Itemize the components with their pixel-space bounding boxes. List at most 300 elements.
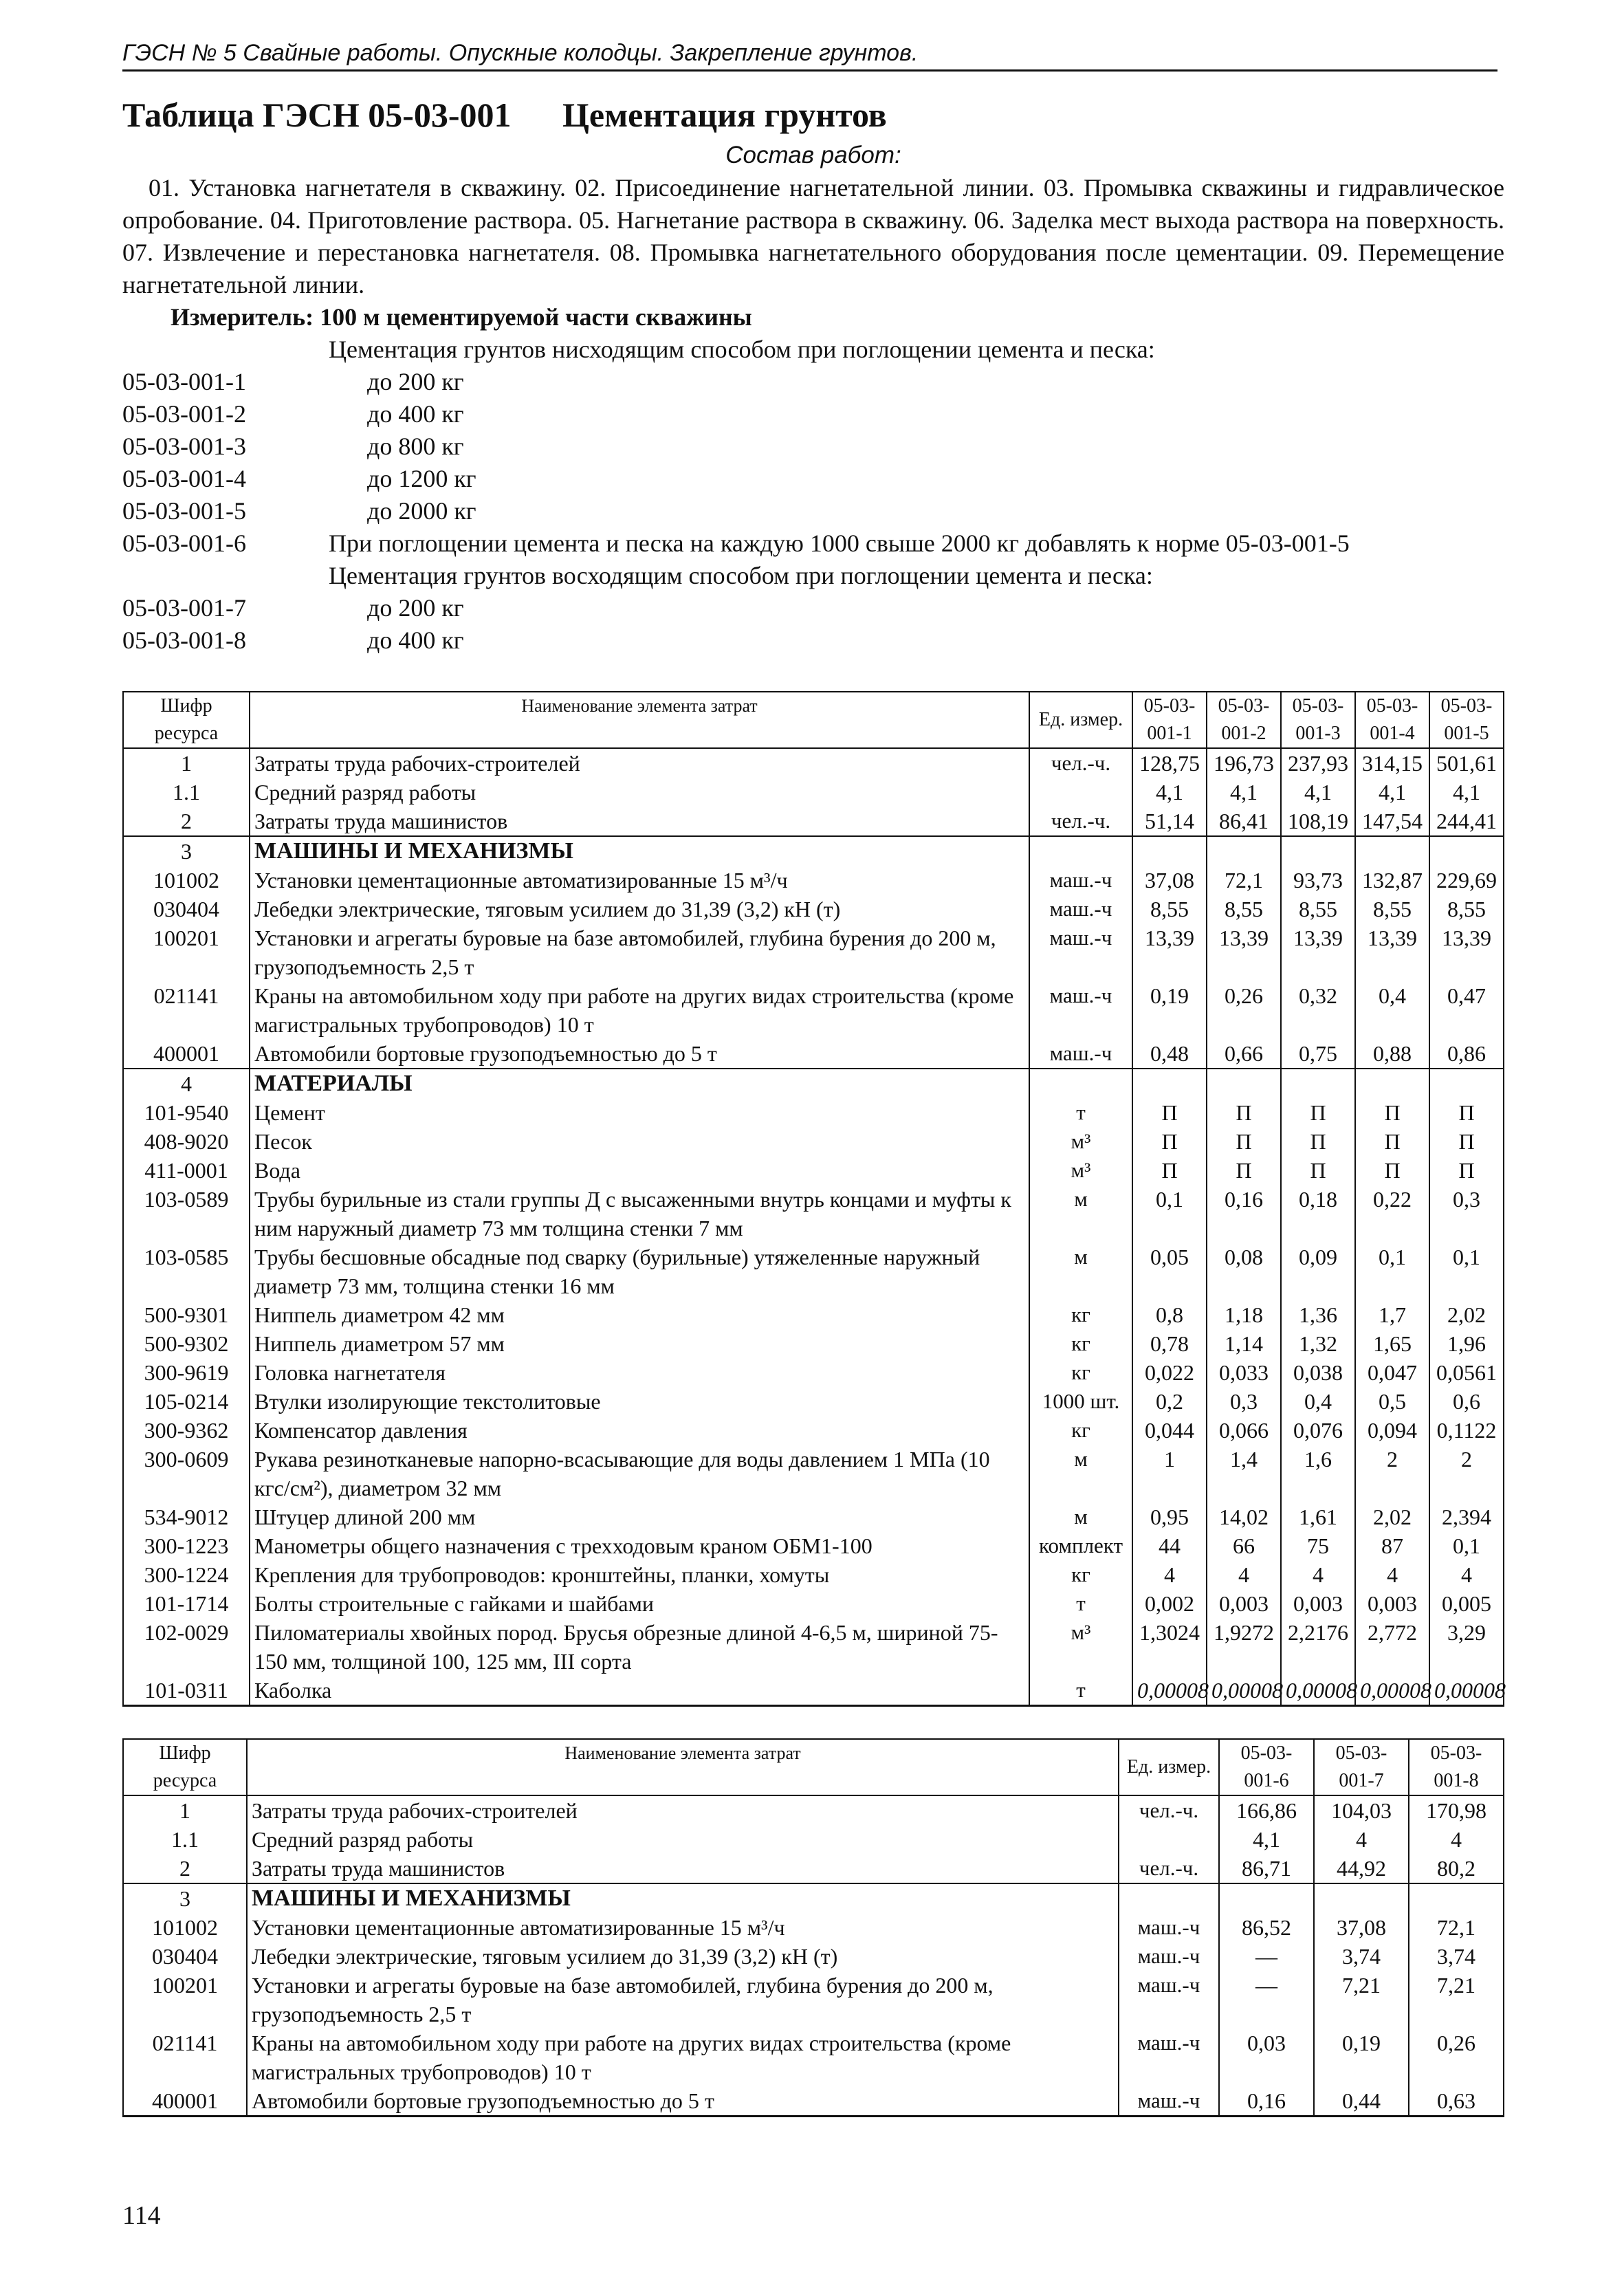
value-cell: 51,14: [1132, 807, 1207, 836]
table-row: [123, 895, 1504, 923]
value-cell: 3,74: [1409, 1942, 1504, 1971]
value-cell: 2: [1355, 1445, 1429, 1502]
resource-code: 300-9362: [123, 1416, 250, 1445]
unit-cell: м³: [1029, 1618, 1132, 1676]
value-cell: 196,73: [1207, 748, 1281, 778]
value-cell: 1,7: [1355, 1300, 1429, 1329]
unit-cell: кг: [1029, 1329, 1132, 1358]
cost-element-name: Затраты труда рабочих-строителей: [250, 748, 1029, 778]
unit-cell: [1029, 778, 1132, 807]
header-col: 05-03-001-5: [1429, 692, 1504, 748]
cost-element-name: Краны на автомобильном ходу при работе на других видах строительства (кроме магистральных трубопроводов) 10 т: [247, 2029, 1119, 2086]
resource-code: 101-1714: [123, 1589, 250, 1618]
table-section-row: [123, 1069, 1504, 1098]
unit-cell: м: [1029, 1445, 1132, 1502]
norm-code: 05-03-001-7: [122, 594, 246, 622]
norm-description: до 2000 кг: [367, 497, 476, 525]
resource-code: 030404: [123, 895, 250, 923]
norm-description: до 200 кг: [367, 594, 464, 622]
value-cell: 13,39: [1281, 923, 1355, 981]
cost-element-name: Песок: [250, 1127, 1029, 1156]
cost-element-name: Рукава резинотканевые напорно-всасывающие для воды давлением 1 МПа (10 кгс/см²), диаметром 32 мм: [250, 1445, 1029, 1502]
cost-element-name: Краны на автомобильном ходу при работе на других видах строительства (кроме магистральных трубопроводов) 10 т: [250, 981, 1029, 1039]
value-cell: П: [1429, 1098, 1504, 1127]
value-cell: 0,08: [1207, 1243, 1281, 1300]
cost-element-name: Пиломатериалы хвойных пород. Брусья обрезные длиной 4-6,5 м, шириной 75-150 мм, толщиной 100, 125 мм, III сорта: [250, 1618, 1029, 1676]
value-cell: 0,002: [1132, 1589, 1207, 1618]
unit-cell: чел.-ч.: [1029, 807, 1132, 836]
resource-code: 1: [123, 748, 250, 778]
value-cell: 86,41: [1207, 807, 1281, 836]
cost-element-name: Установки цементационные автоматизированные 15 м³/ч: [247, 1913, 1119, 1942]
value-cell: 104,03: [1314, 1795, 1409, 1825]
value-cell: 0,066: [1207, 1416, 1281, 1445]
value-cell: [1429, 836, 1504, 866]
value-cell: 0,076: [1281, 1416, 1355, 1445]
value-cell: 4: [1281, 1560, 1355, 1589]
value-cell: [1219, 1883, 1314, 1913]
resource-code: 101-0311: [123, 1676, 250, 1706]
header-col: 05-03-001-6: [1219, 1739, 1314, 1795]
unit-cell: маш.-ч: [1119, 1971, 1219, 2029]
value-cell: 0,1: [1132, 1185, 1207, 1243]
value-cell: 4,1: [1429, 778, 1504, 807]
norm-code-line: [122, 398, 1504, 430]
header-unit: Ед. измер.: [1029, 692, 1132, 748]
header-col: 05-03-001-8: [1409, 1739, 1504, 1795]
value-cell: 237,93: [1281, 748, 1355, 778]
value-cell: 8,55: [1132, 895, 1207, 923]
value-cell: 0,1: [1429, 1243, 1504, 1300]
resource-code: 103-0589: [123, 1185, 250, 1243]
value-cell: 37,08: [1132, 866, 1207, 895]
value-cell: 0,44: [1314, 2086, 1409, 2117]
value-cell: 2,772: [1355, 1618, 1429, 1676]
unit-cell: кг: [1029, 1358, 1132, 1387]
value-cell: 4: [1429, 1560, 1504, 1589]
value-cell: 4: [1132, 1560, 1207, 1589]
value-cell: 13,39: [1429, 923, 1504, 981]
unit-cell: 1000 шт.: [1029, 1387, 1132, 1416]
cost-element-name: Компенсатор давления: [250, 1416, 1029, 1445]
value-cell: 44,92: [1314, 1854, 1409, 1883]
value-cell: 0,95: [1132, 1502, 1207, 1531]
value-cell: 72,1: [1409, 1913, 1504, 1942]
resource-code: 105-0214: [123, 1387, 250, 1416]
resource-table-2: [122, 1738, 1504, 2117]
value-cell: 7,21: [1314, 1971, 1409, 2029]
norm-description: до 400 кг: [367, 626, 464, 654]
value-cell: 0,094: [1355, 1416, 1429, 1445]
value-cell: 0,3: [1429, 1185, 1504, 1243]
value-cell: 132,87: [1355, 866, 1429, 895]
value-cell: —: [1219, 1942, 1314, 1971]
value-cell: 2,2176: [1281, 1618, 1355, 1676]
value-cell: П: [1207, 1098, 1281, 1127]
cost-element-name: Штуцер длиной 200 мм: [250, 1502, 1029, 1531]
value-cell: 0,03: [1219, 2029, 1314, 2086]
unit-cell: т: [1029, 1676, 1132, 1706]
value-cell: 8,55: [1429, 895, 1504, 923]
value-cell: 1,36: [1281, 1300, 1355, 1329]
norm-code: 05-03-001-8: [122, 626, 246, 654]
value-cell: 72,1: [1207, 866, 1281, 895]
resource-code: 300-9619: [123, 1358, 250, 1387]
value-cell: П: [1355, 1098, 1429, 1127]
measure-unit: Измеритель: 100 м цементируемой части скважины: [171, 303, 752, 331]
value-cell: 0,00008: [1207, 1676, 1281, 1706]
norm-description: до 200 кг: [367, 368, 464, 395]
value-cell: 0,003: [1281, 1589, 1355, 1618]
value-cell: 0,0561: [1429, 1358, 1504, 1387]
header-col: 05-03-001-7: [1314, 1739, 1409, 1795]
value-cell: 4,1: [1355, 778, 1429, 807]
resource-code: 500-9301: [123, 1300, 250, 1329]
value-cell: 0,044: [1132, 1416, 1207, 1445]
running-header: ГЭСН № 5 Свайные работы. Опускные колодцы. Закрепление грунтов.: [122, 40, 1497, 72]
value-cell: П: [1281, 1127, 1355, 1156]
value-cell: 1,14: [1207, 1329, 1281, 1358]
resource-code: 102-0029: [123, 1618, 250, 1676]
value-cell: 0,5: [1355, 1387, 1429, 1416]
value-cell: 4: [1314, 1825, 1409, 1854]
value-cell: 147,54: [1355, 807, 1429, 836]
value-cell: 314,15: [1355, 748, 1429, 778]
unit-cell: маш.-ч: [1119, 1913, 1219, 1942]
value-cell: 4,1: [1207, 778, 1281, 807]
table-row: [123, 1300, 1504, 1329]
value-cell: [1207, 1069, 1281, 1098]
value-cell: 0,1: [1429, 1531, 1504, 1560]
cost-element-name: Затраты труда рабочих-строителей: [247, 1795, 1119, 1825]
unit-cell: комплект: [1029, 1531, 1132, 1560]
document-page: [122, 40, 1504, 2117]
value-cell: 0,22: [1355, 1185, 1429, 1243]
table-section-row: [123, 836, 1504, 866]
value-cell: 0,19: [1314, 2029, 1409, 2086]
table-row: [123, 1589, 1504, 1618]
cost-element-name: Вода: [250, 1156, 1029, 1185]
value-cell: 14,02: [1207, 1502, 1281, 1531]
value-cell: 0,26: [1409, 2029, 1504, 2086]
value-cell: 2,02: [1355, 1502, 1429, 1531]
norm-code-list: [122, 334, 1504, 657]
resource-code: 1: [123, 1795, 247, 1825]
unit-cell: маш.-ч: [1029, 1039, 1132, 1069]
value-cell: 66: [1207, 1531, 1281, 1560]
value-cell: [1132, 1069, 1207, 1098]
table-row: [123, 1329, 1504, 1358]
cost-element-name: Крепления для трубопроводов: кронштейны, планки, хомуты: [250, 1560, 1029, 1589]
unit-cell: [1029, 1069, 1132, 1098]
value-cell: 1,96: [1429, 1329, 1504, 1358]
table-row: [123, 1387, 1504, 1416]
norm-code: 05-03-001-2: [122, 400, 246, 428]
resource-code: 400001: [123, 2086, 247, 2117]
value-cell: 37,08: [1314, 1913, 1409, 1942]
header-code: Шифр ресурса: [123, 1739, 247, 1795]
unit-cell: маш.-ч: [1029, 866, 1132, 895]
cost-element-name: Установки и агрегаты буровые на базе автомобилей, глубина бурения до 200 м, грузоподъемность 2,5 т: [247, 1971, 1119, 2029]
unit-cell: маш.-ч: [1029, 923, 1132, 981]
table-row: [123, 1618, 1504, 1676]
resource-code: 4: [123, 1069, 250, 1098]
table-row: [123, 1502, 1504, 1531]
value-cell: 0,78: [1132, 1329, 1207, 1358]
unit-cell: маш.-ч: [1119, 1942, 1219, 1971]
value-cell: 1,4: [1207, 1445, 1281, 1502]
header-col: 05-03-001-4: [1355, 692, 1429, 748]
value-cell: 0,4: [1355, 981, 1429, 1039]
cost-element-name: МАТЕРИАЛЫ: [250, 1069, 1029, 1098]
resource-code: 408-9020: [123, 1127, 250, 1156]
value-cell: 1,65: [1355, 1329, 1429, 1358]
table-row: [123, 778, 1504, 807]
value-cell: 0,005: [1429, 1589, 1504, 1618]
table-row: [123, 1185, 1504, 1243]
unit-cell: м: [1029, 1185, 1132, 1243]
value-cell: 4: [1409, 1825, 1504, 1854]
unit-cell: кг: [1029, 1300, 1132, 1329]
value-cell: [1429, 1069, 1504, 1098]
value-cell: 86,52: [1219, 1913, 1314, 1942]
norm-code: 05-03-001-1: [122, 368, 246, 395]
cost-element-name: Каболка: [250, 1676, 1029, 1706]
cost-element-name: Манометры общего назначения с трехходовым краном ОБМ1-100: [250, 1531, 1029, 1560]
norm-code-line: [122, 624, 1504, 657]
table-header-row: [123, 1739, 1504, 1795]
resource-code: 101002: [123, 1913, 247, 1942]
value-cell: 13,39: [1355, 923, 1429, 981]
value-cell: 3,29: [1429, 1618, 1504, 1676]
value-cell: 0,48: [1132, 1039, 1207, 1069]
table-row: [123, 1971, 1504, 2029]
value-cell: 229,69: [1429, 866, 1504, 895]
unit-cell: м: [1029, 1243, 1132, 1300]
cost-element-name: Втулки изолирующие текстолитовые: [250, 1387, 1029, 1416]
composition-text: 01. Установка нагнетателя в скважину. 02. Присоединение нагнетательной линии. 03. Промывка скважины и гидравлическое опробование. 04. Приготовление раствора. 05. Нагнетание раствора в скважину. 06. Заделка мест выхода раствора на поверхность. 07. Извлечение и перестановка нагнетателя. 08. Промывка нагнетательного оборудования после цементации. 09. Перемещение нагнетательной линии.: [122, 174, 1504, 298]
value-cell: 0,6: [1429, 1387, 1504, 1416]
norm-description: до 400 кг: [367, 400, 464, 428]
value-cell: 0,32: [1281, 981, 1355, 1039]
value-cell: 4,1: [1132, 778, 1207, 807]
cost-element-name: Ниппель диаметром 57 мм: [250, 1329, 1029, 1358]
cost-element-name: Трубы бесшовные обсадные под сварку (бурильные) утяжеленные наружный диаметр 73 мм, толщина стенки 16 мм: [250, 1243, 1029, 1300]
cost-element-name: Затраты труда машинистов: [247, 1854, 1119, 1883]
value-cell: 0,05: [1132, 1243, 1207, 1300]
value-cell: 1,9272: [1207, 1618, 1281, 1676]
norm-description: до 1200 кг: [367, 465, 476, 492]
value-cell: 8,55: [1281, 895, 1355, 923]
resource-code: 030404: [123, 1942, 247, 1971]
value-cell: 0,86: [1429, 1039, 1504, 1069]
value-cell: 2: [1429, 1445, 1504, 1502]
cost-element-name: Ниппель диаметром 42 мм: [250, 1300, 1029, 1329]
value-cell: 4,1: [1219, 1825, 1314, 1854]
table-row: [123, 1098, 1504, 1127]
value-cell: 0,1: [1355, 1243, 1429, 1300]
value-cell: 1,6: [1281, 1445, 1355, 1502]
value-cell: 8,55: [1207, 895, 1281, 923]
table-section-row: [123, 1883, 1504, 1913]
value-cell: 0,4: [1281, 1387, 1355, 1416]
header-col: 05-03-001-3: [1281, 692, 1355, 748]
value-cell: 166,86: [1219, 1795, 1314, 1825]
table-row: [123, 1942, 1504, 1971]
value-cell: [1207, 836, 1281, 866]
norm-code-line: [122, 527, 1504, 560]
value-cell: 4: [1355, 1560, 1429, 1589]
resource-code: 3: [123, 836, 250, 866]
value-cell: 128,75: [1132, 748, 1207, 778]
value-cell: 2,394: [1429, 1502, 1504, 1531]
resource-code: 021141: [123, 2029, 247, 2086]
value-cell: 0,66: [1207, 1039, 1281, 1069]
unit-cell: кг: [1029, 1416, 1132, 1445]
norm-code-line: [122, 495, 1504, 527]
value-cell: 13,39: [1132, 923, 1207, 981]
norm-code-line: [122, 592, 1504, 624]
unit-cell: м: [1029, 1502, 1132, 1531]
value-cell: 0,75: [1281, 1039, 1355, 1069]
value-cell: 0,63: [1409, 2086, 1504, 2117]
value-cell: 0,00008: [1132, 1676, 1207, 1706]
table-row: [123, 866, 1504, 895]
value-cell: П: [1355, 1156, 1429, 1185]
value-cell: П: [1132, 1127, 1207, 1156]
page-number: 114: [122, 2201, 161, 2230]
table-row: [123, 1358, 1504, 1387]
value-cell: 80,2: [1409, 1854, 1504, 1883]
value-cell: 4: [1207, 1560, 1281, 1589]
unit-cell: [1029, 836, 1132, 866]
unit-cell: м³: [1029, 1156, 1132, 1185]
header-code: Шифр ресурса: [123, 692, 250, 748]
table-row: [123, 1795, 1504, 1825]
norm-code: 05-03-001-4: [122, 465, 246, 492]
value-cell: П: [1429, 1127, 1504, 1156]
cost-element-name: Головка нагнетателя: [250, 1358, 1029, 1387]
resource-code: 411-0001: [123, 1156, 250, 1185]
resource-code: 534-9012: [123, 1502, 250, 1531]
value-cell: 0,47: [1429, 981, 1504, 1039]
cost-element-name: МАШИНЫ И МЕХАНИЗМЫ: [250, 836, 1029, 866]
resource-code: 300-1224: [123, 1560, 250, 1589]
norm-description: При поглощении цемента и песка на каждую 1000 свыше 2000 кг добавлять к норме 05-03-001-5: [329, 529, 1350, 557]
value-cell: 1,18: [1207, 1300, 1281, 1329]
value-cell: 86,71: [1219, 1854, 1314, 1883]
value-cell: 0,003: [1355, 1589, 1429, 1618]
table-row: [123, 1676, 1504, 1706]
value-cell: 87: [1355, 1531, 1429, 1560]
unit-cell: [1119, 1825, 1219, 1854]
header-name: Наименование элемента затрат: [247, 1739, 1119, 1795]
table-row: [123, 981, 1504, 1039]
unit-cell: [1119, 1883, 1219, 1913]
value-cell: П: [1207, 1127, 1281, 1156]
value-cell: 0,2: [1132, 1387, 1207, 1416]
table-row: [123, 748, 1504, 778]
table-row: [123, 2029, 1504, 2086]
value-cell: 0,18: [1281, 1185, 1355, 1243]
unit-cell: маш.-ч: [1029, 895, 1132, 923]
resource-code: 103-0585: [123, 1243, 250, 1300]
cost-element-name: Автомобили бортовые грузоподъемностью до 5 т: [247, 2086, 1119, 2117]
value-cell: П: [1355, 1127, 1429, 1156]
value-cell: 1,3024: [1132, 1618, 1207, 1676]
resource-code: 1.1: [123, 778, 250, 807]
value-cell: 2,02: [1429, 1300, 1504, 1329]
value-cell: 0,3: [1207, 1387, 1281, 1416]
value-cell: 44: [1132, 1531, 1207, 1560]
header-name: Наименование элемента затрат: [250, 692, 1029, 748]
cost-element-name: Цемент: [250, 1098, 1029, 1127]
resource-code: 100201: [123, 923, 250, 981]
resource-code: 101-9540: [123, 1098, 250, 1127]
table-row: [123, 1560, 1504, 1589]
table-title: [122, 95, 1504, 135]
value-cell: 4,1: [1281, 778, 1355, 807]
table-row: [123, 807, 1504, 836]
resource-code: 100201: [123, 1971, 247, 2029]
value-cell: 3,74: [1314, 1942, 1409, 1971]
cost-element-name: Установки цементационные автоматизированные 15 м³/ч: [250, 866, 1029, 895]
cost-element-name: Лебедки электрические, тяговым усилием до 31,39 (3,2) кН (т): [247, 1942, 1119, 1971]
value-cell: [1281, 1069, 1355, 1098]
table-row: [123, 2086, 1504, 2117]
resource-code: 101002: [123, 866, 250, 895]
value-cell: 0,00008: [1429, 1676, 1504, 1706]
table-row: [123, 1531, 1504, 1560]
resource-code: 400001: [123, 1039, 250, 1069]
table-row: [123, 1127, 1504, 1156]
resource-code: 1.1: [123, 1825, 247, 1854]
composition-label: Состав работ:: [725, 142, 901, 168]
table-header-row: [123, 692, 1504, 748]
value-cell: 501,61: [1429, 748, 1504, 778]
table-row: [123, 1445, 1504, 1502]
value-cell: 0,003: [1207, 1589, 1281, 1618]
value-cell: 1,61: [1281, 1502, 1355, 1531]
value-cell: 8,55: [1355, 895, 1429, 923]
table-row: [123, 1854, 1504, 1883]
table-row: [123, 1039, 1504, 1069]
value-cell: 0,19: [1132, 981, 1207, 1039]
value-cell: —: [1219, 1971, 1314, 2029]
table-row: [123, 1825, 1504, 1854]
value-cell: 1,32: [1281, 1329, 1355, 1358]
resource-code: 300-1223: [123, 1531, 250, 1560]
value-cell: 0,1122: [1429, 1416, 1504, 1445]
value-cell: П: [1207, 1156, 1281, 1185]
value-cell: 108,19: [1281, 807, 1355, 836]
resource-code: 300-0609: [123, 1445, 250, 1502]
value-cell: 170,98: [1409, 1795, 1504, 1825]
norm-description: до 800 кг: [367, 433, 464, 460]
value-cell: [1314, 1883, 1409, 1913]
unit-cell: маш.-ч: [1119, 2029, 1219, 2086]
unit-cell: чел.-ч.: [1119, 1795, 1219, 1825]
value-cell: 7,21: [1409, 1971, 1504, 2029]
resource-code: 500-9302: [123, 1329, 250, 1358]
norm-code: 05-03-001-3: [122, 433, 246, 460]
cost-element-name: Автомобили бортовые грузоподъемностью до 5 т: [250, 1039, 1029, 1069]
unit-cell: т: [1029, 1589, 1132, 1618]
group-heading: Цементация грунтов восходящим способом при поглощении цемента и песка:: [329, 562, 1153, 589]
table-code: Таблица ГЭСН 05-03-001: [122, 96, 512, 134]
unit-cell: м³: [1029, 1127, 1132, 1156]
resource-table-1: [122, 691, 1504, 1707]
